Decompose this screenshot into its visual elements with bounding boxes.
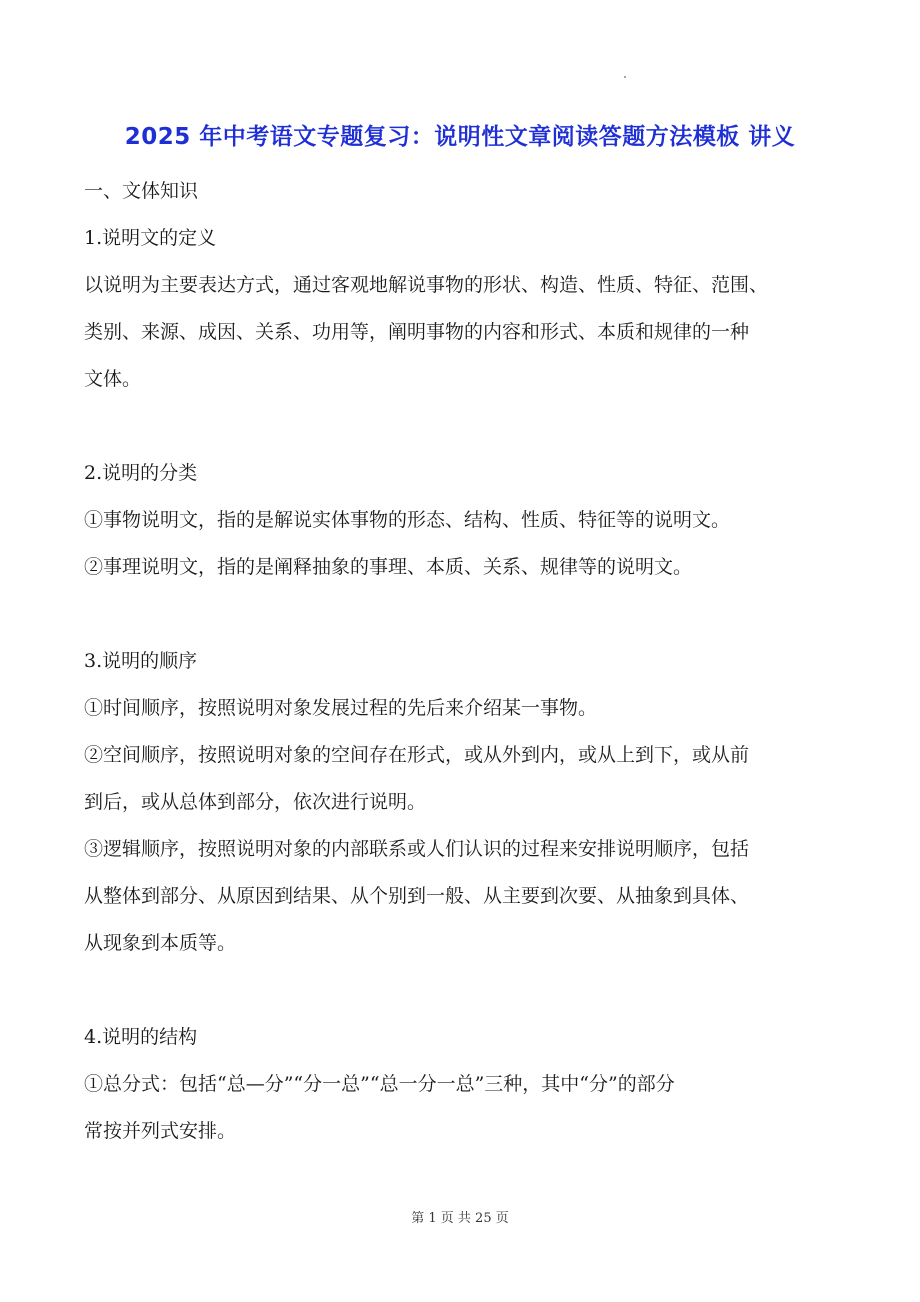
document-title: 2025 年中考语文专题复习：说明性文章阅读答题方法模板 讲义 [124, 124, 796, 150]
paragraph-line: 从整体到部分、从原因到结果、从个别到一般、从主要到次要、从抽象到具体、 [84, 885, 750, 907]
paragraph-line: 类别、来源、成因、关系、功用等，阐明事物的内容和形式、本质和规律的一种 [84, 321, 750, 343]
paragraph-line: 常按并列式安排。 [84, 1120, 237, 1142]
subsection-heading-structure: 4.说明的结构 [84, 1026, 198, 1048]
subsection-heading-classification: 2.说明的分类 [84, 462, 198, 484]
paragraph-line: 到后，或从总体到部分，依次进行说明。 [84, 791, 427, 813]
paragraph-line: ①总分式：包括“总—分”“分一总”“总一分一总”三种，其中“分”的部分 [84, 1073, 675, 1095]
paragraph-line: 以说明为主要表达方式，通过客观地解说事物的形状、构造、性质、特征、范围、 [84, 274, 769, 296]
subsection-heading-order: 3.说明的顺序 [84, 650, 198, 672]
paragraph-line: ②事理说明文，指的是阐释抽象的事理、本质、关系、规律等的说明文。 [84, 556, 693, 578]
paragraph-line: ③逻辑顺序，按照说明对象的内部联系或人们认识的过程来安排说明顺序，包括 [84, 838, 750, 860]
page-footer: 第 1 页 共 25 页 [411, 1211, 509, 1226]
paragraph-line: ②空间顺序，按照说明对象的空间存在形式，或从外到内，或从上到下，或从前 [84, 744, 750, 766]
blank-line [84, 403, 854, 450]
section-heading: 一、文体知识 [84, 180, 199, 202]
paragraph-line: 文体。 [84, 368, 142, 390]
blank-line [84, 591, 854, 638]
decorative-dot [624, 76, 626, 78]
subsection-heading-definition: 1.说明文的定义 [84, 227, 217, 249]
paragraph-line: ①时间顺序，按照说明对象发展过程的先后来介绍某一事物。 [84, 697, 598, 719]
blank-line [84, 967, 854, 1014]
document-body [84, 168, 854, 1155]
paragraph-line: ①事物说明文，指的是解说实体事物的形态、结构、性质、特征等的说明文。 [84, 509, 731, 531]
paragraph-line: 从现象到本质等。 [84, 932, 237, 954]
